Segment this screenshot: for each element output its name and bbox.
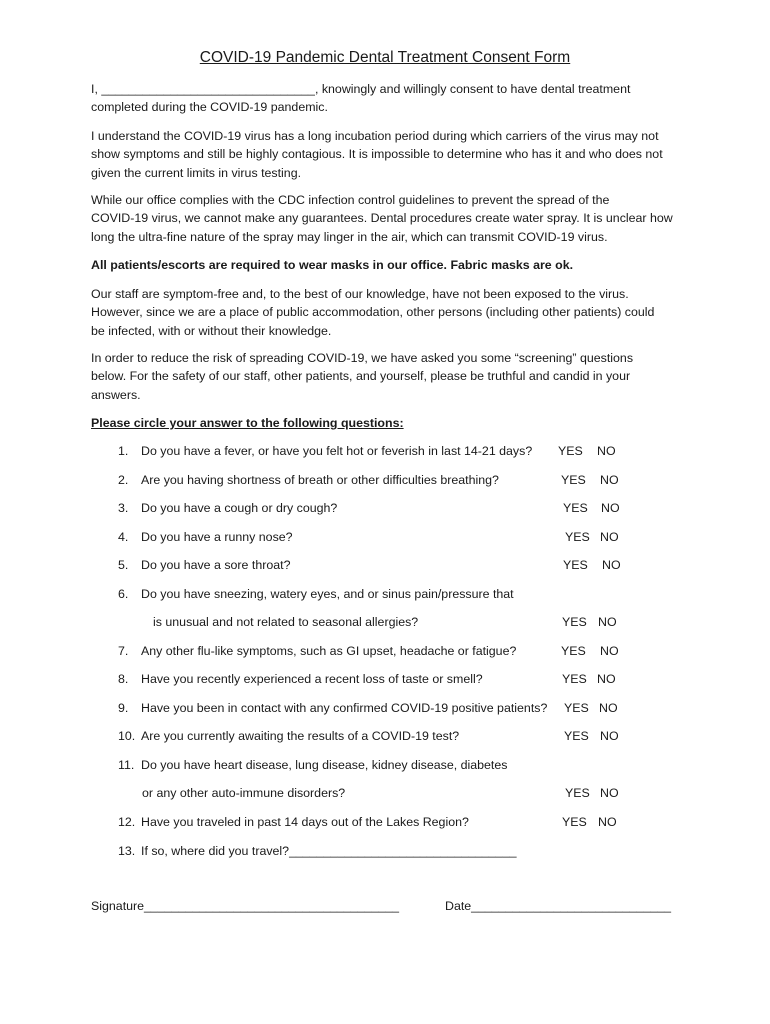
- yes-option[interactable]: YES: [562, 815, 587, 829]
- question-1: [0, 442, 770, 460]
- question-6: [0, 585, 770, 603]
- question-text: Do you have a sore throat?: [141, 558, 291, 572]
- question-text: Do you have sneezing, watery eyes, and or sinus pain/pressure that: [141, 587, 514, 601]
- no-option[interactable]: NO: [600, 473, 619, 487]
- travel-location-field[interactable]: If so, where did you travel?_________________________________: [141, 844, 517, 858]
- question-number: 9.: [118, 701, 129, 715]
- yes-option[interactable]: YES: [562, 672, 587, 686]
- no-option[interactable]: NO: [601, 501, 620, 515]
- no-option[interactable]: NO: [597, 672, 616, 686]
- staff-line-1: Our staff are symptom-free and, to the best of our knowledge, have not been exposed to the virus.: [91, 287, 629, 301]
- cdc-line-2: COVID-19 virus, we cannot make any guarantees. Dental procedures create water spray. It is unclear how: [91, 211, 673, 226]
- yes-option[interactable]: YES: [565, 530, 590, 544]
- question-11-continued: [0, 784, 770, 802]
- questions-instruction: Please circle your answer to the following questions:: [91, 416, 404, 430]
- staff-line-3: be infected, with or without their knowledge.: [91, 323, 332, 338]
- question-text: Have you been in contact with any confirmed COVID-19 positive patients?: [141, 701, 548, 715]
- question-text: Do you have a cough or dry cough?: [141, 501, 338, 515]
- yes-option[interactable]: YES: [558, 444, 583, 458]
- question-text: Do you have a runny nose?: [141, 530, 293, 544]
- question-text: Are you having shortness of breath or other difficulties breathing?: [141, 473, 499, 487]
- question-2: [0, 471, 770, 489]
- question-5: [0, 556, 770, 574]
- question-number: 3.: [118, 501, 129, 515]
- question-number: 11.: [118, 758, 135, 772]
- question-10: [0, 727, 770, 745]
- date-line[interactable]: Date_____________________________: [445, 899, 672, 913]
- question-text: Have you traveled in past 14 days out of the Lakes Region?: [141, 815, 469, 829]
- question-number: 10.: [118, 729, 136, 743]
- incubation-line-1: I understand the COVID-19 virus has a long incubation period during which carriers of the virus may not: [91, 129, 659, 143]
- question-number: 12.: [118, 815, 136, 829]
- no-option[interactable]: NO: [600, 644, 619, 658]
- no-option[interactable]: NO: [600, 786, 619, 800]
- incubation-paragraph: [91, 127, 685, 182]
- page-title: COVID-19 Pandemic Dental Treatment Consent Form: [199, 49, 571, 66]
- yes-option[interactable]: YES: [565, 786, 590, 800]
- question-6-continued: [0, 613, 770, 631]
- question-text-continued: is unusual and not related to seasonal allergies?: [153, 615, 419, 629]
- question-11: [0, 756, 770, 774]
- question-number: 6.: [118, 587, 129, 601]
- no-option[interactable]: NO: [597, 444, 616, 458]
- question-text: Do you have heart disease, lung disease, kidney disease, diabetes: [141, 758, 508, 772]
- question-text: Are you currently awaiting the results of a COVID-19 test?: [141, 729, 460, 743]
- screening-line-2: below. For the safety of our staff, other patients, and yourself, please be truthful and candid in your: [91, 369, 631, 384]
- yes-option[interactable]: YES: [564, 701, 589, 715]
- screening-line-3: answers.: [91, 387, 141, 402]
- question-number: 1.: [118, 444, 129, 458]
- question-3: [0, 499, 770, 517]
- question-text-continued: or any other auto-immune disorders?: [142, 786, 346, 800]
- incubation-line-2: show symptoms and still be highly contagious. It is impossible to determine who has it and who does not: [91, 147, 663, 162]
- yes-option[interactable]: YES: [561, 473, 586, 487]
- screening-paragraph: [91, 349, 685, 404]
- yes-option[interactable]: YES: [563, 558, 588, 572]
- question-number: 8.: [118, 672, 129, 686]
- question-9: [0, 699, 770, 717]
- question-4: [0, 528, 770, 546]
- no-option[interactable]: NO: [602, 558, 621, 572]
- question-text: Any other flu-like symptoms, such as GI upset, headache or fatigue?: [141, 644, 517, 658]
- consent-paragraph: [91, 80, 685, 117]
- no-option[interactable]: NO: [600, 530, 619, 544]
- no-option[interactable]: NO: [599, 701, 618, 715]
- yes-option[interactable]: YES: [563, 501, 588, 515]
- question-7: [0, 642, 770, 660]
- question-number: 4.: [118, 530, 129, 544]
- no-option[interactable]: NO: [598, 615, 617, 629]
- yes-option[interactable]: YES: [564, 729, 589, 743]
- question-text: Have you recently experienced a recent loss of taste or smell?: [141, 672, 483, 686]
- screening-line-1: In order to reduce the risk of spreading COVID-19, we have asked you some “screening” questions: [91, 351, 634, 365]
- question-number: 13.: [118, 844, 136, 858]
- signature-line[interactable]: Signature_____________________________________: [91, 899, 400, 913]
- cdc-line-1: While our office complies with the CDC infection control guidelines to prevent the spread of the: [91, 193, 610, 207]
- question-8: [0, 670, 770, 688]
- consent-line-1: I, _______________________________, knowingly and willingly consent to have dental treatment: [91, 82, 631, 96]
- staff-paragraph: [91, 285, 685, 340]
- question-number: 7.: [118, 644, 129, 658]
- cdc-paragraph: [91, 191, 685, 246]
- no-option[interactable]: NO: [600, 729, 619, 743]
- staff-line-2: However, since we are a place of public accommodation, other persons (including other patients) could: [91, 305, 655, 320]
- mask-requirement: All patients/escorts are required to wear masks in our office. Fabric masks are ok.: [91, 258, 574, 272]
- yes-option[interactable]: YES: [561, 644, 586, 658]
- incubation-line-3: given the current limits in virus testing.: [91, 165, 302, 180]
- question-13: [0, 842, 770, 860]
- consent-line-2: completed during the COVID-19 pandemic.: [91, 100, 328, 115]
- question-12: [0, 813, 770, 831]
- no-option[interactable]: NO: [598, 815, 617, 829]
- yes-option[interactable]: YES: [562, 615, 587, 629]
- question-text: Do you have a fever, or have you felt hot or feverish in last 14-21 days?: [141, 444, 533, 458]
- question-number: 2.: [118, 473, 129, 487]
- question-number: 5.: [118, 558, 129, 572]
- cdc-line-3: long the ultra-fine nature of the spray may linger in the air, which can transmit COVID-19 virus.: [91, 229, 608, 244]
